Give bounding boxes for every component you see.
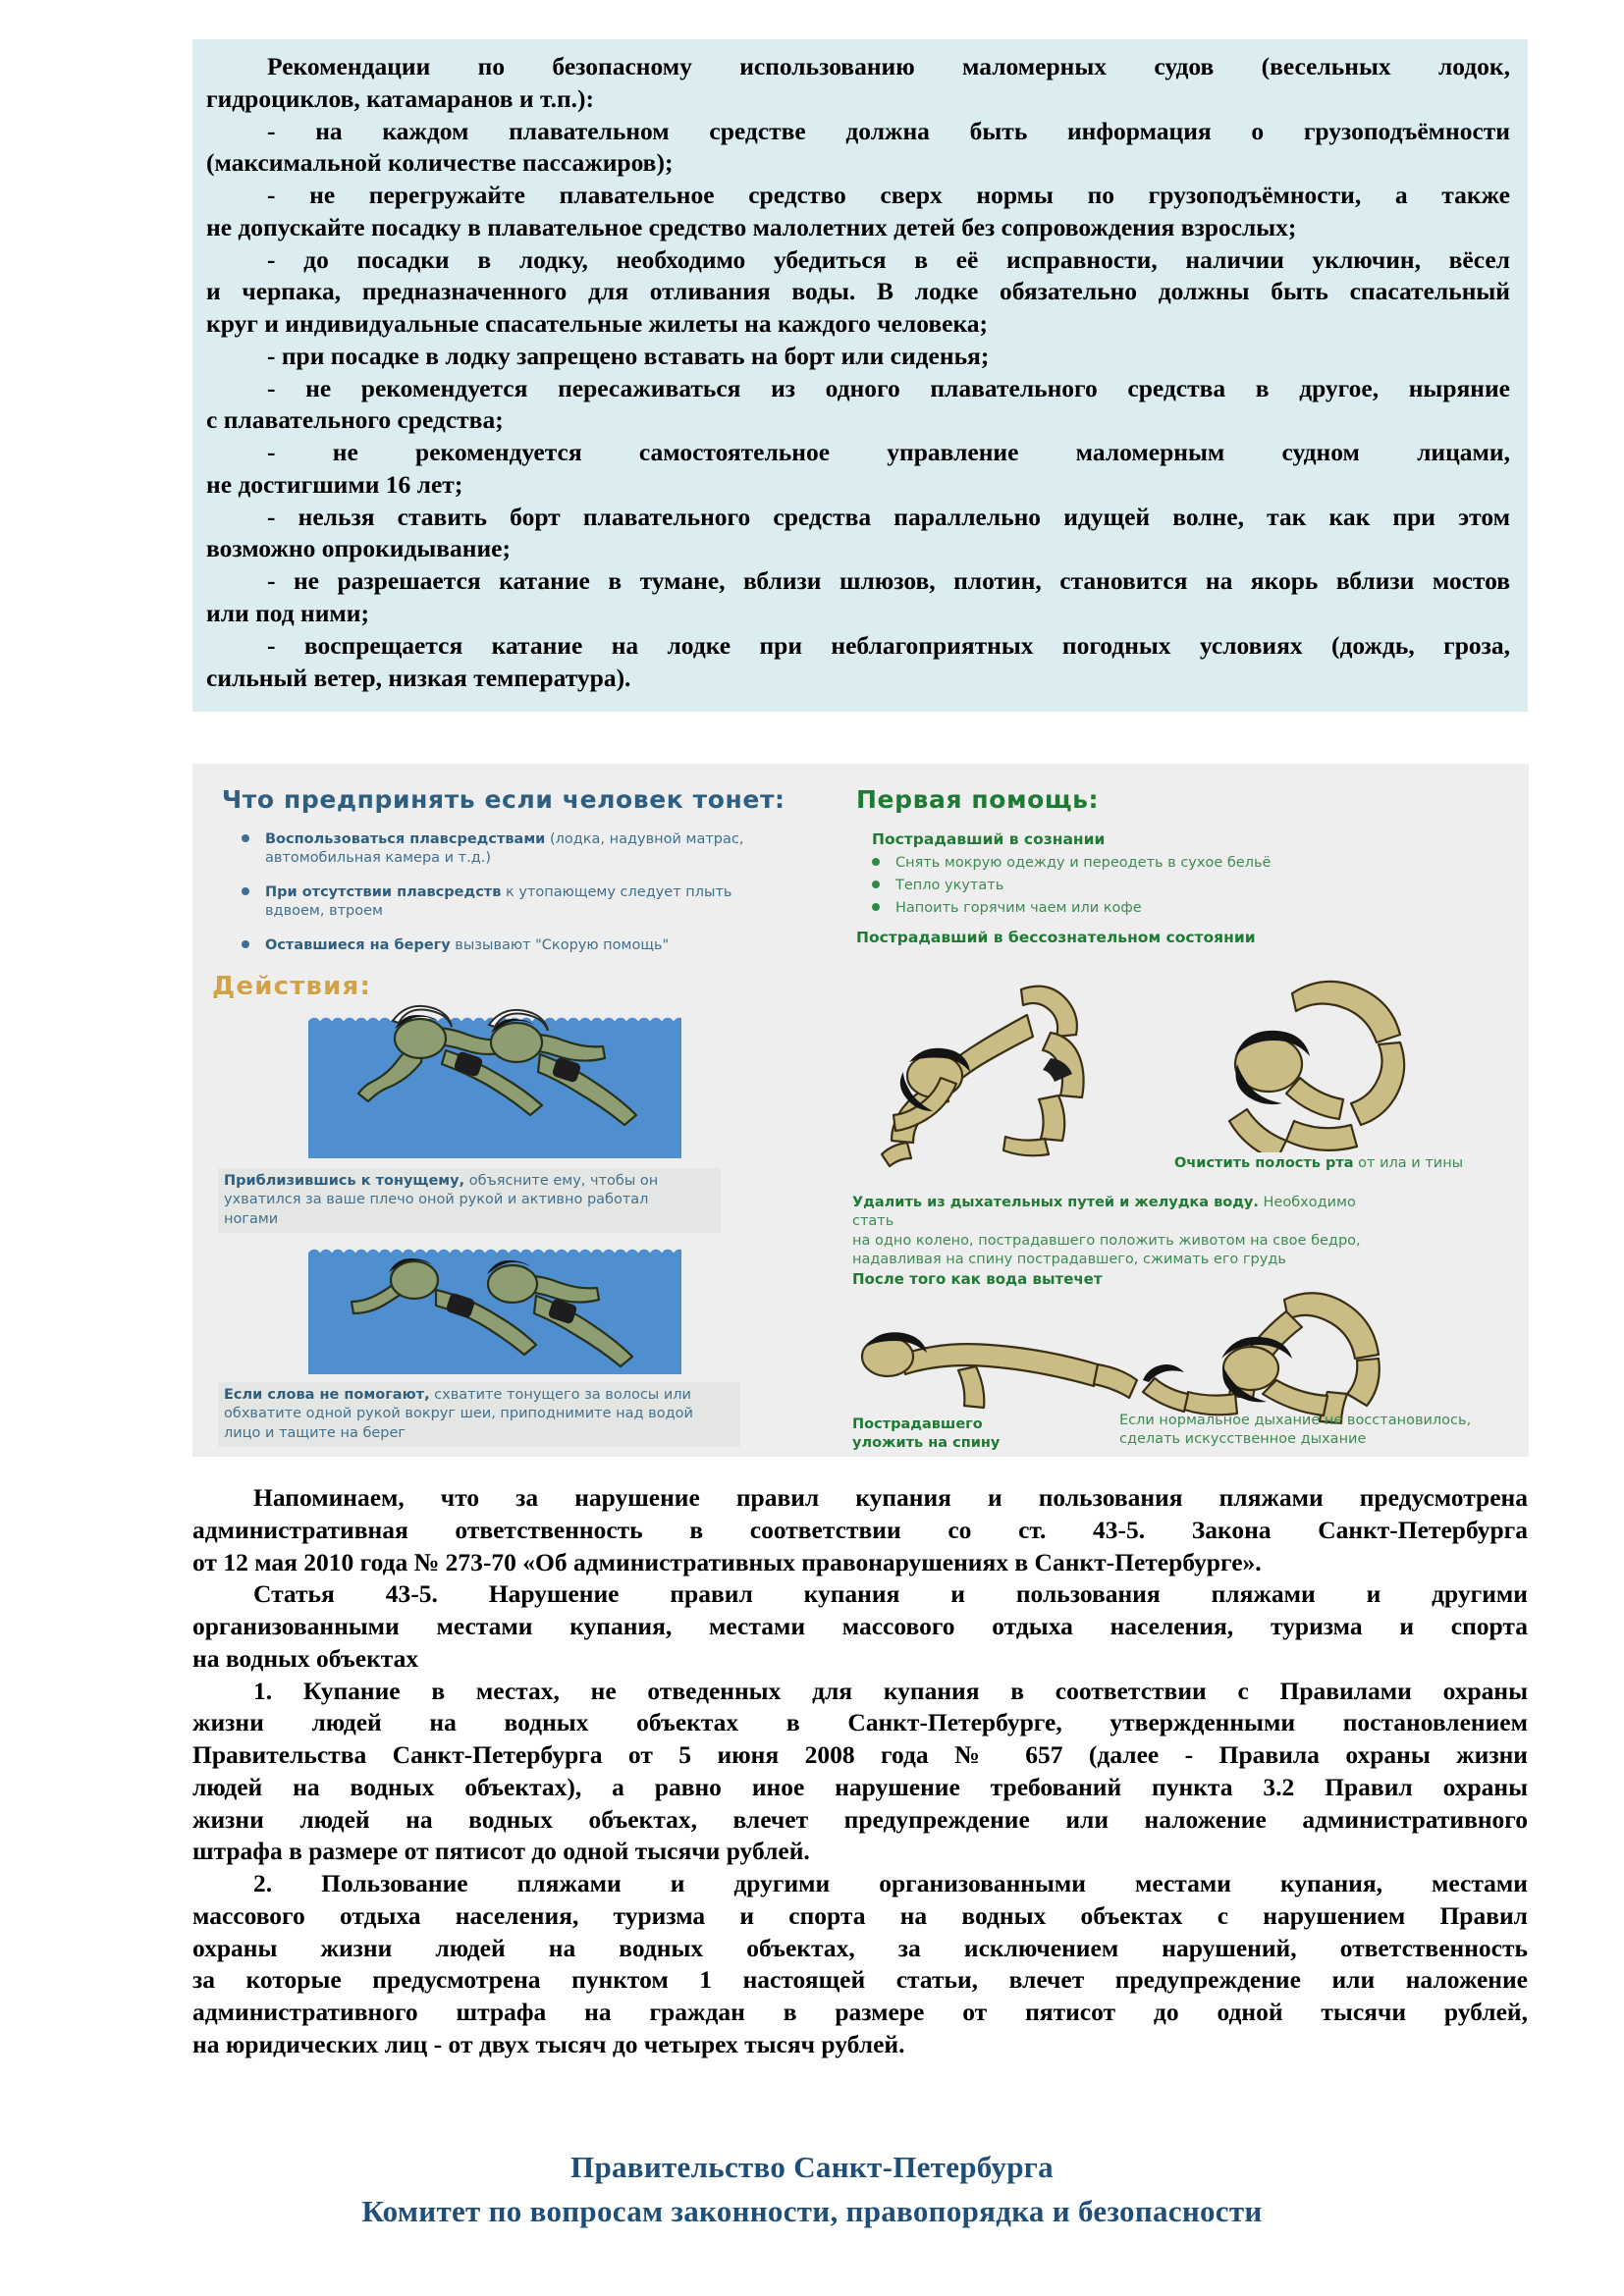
recommendations-panel [192, 39, 1528, 712]
bullet-dot-icon [242, 887, 249, 895]
rec-item-3-line-1: - до посадки в лодку, необходимо убедиться в её исправности, наличии уключин, вёсел [267, 244, 1510, 274]
rec-item-8-line-2: или под ними; [206, 599, 369, 628]
lying-on-back-illustration [839, 1296, 1163, 1423]
artificial-respiration-illustration [1141, 1274, 1475, 1431]
left-bullet-3 [242, 936, 791, 955]
legal-p4-l2: массового отдыха населения, туризма и спорта на водных объектах с нарушением Правил [192, 1900, 1528, 1930]
left-bullet-1-text: Воспользоваться плавсредствами (лодка, надувной матрас, автомобильная камера и т.д.) [265, 831, 744, 867]
bullet-dot-icon [242, 940, 249, 948]
conscious-bullet-1-text: Снять мокрую одежду и переодеть в сухое бельё [895, 855, 1272, 871]
legal-p2-l3: на водных объектах [192, 1643, 419, 1673]
legal-p3-l1: 1. Купание в местах, не отведенных для купания в соответствии с Правилами охраны [253, 1676, 1528, 1705]
rec-item-8-line-1: - не разрешается катание в тумане, вблизи шлюзов, плотин, становится на якорь вблизи мостов [267, 566, 1510, 596]
legal-p4-l6: на юридических лиц - от двух тысяч до четырех тысяч рублей. [192, 2030, 905, 2059]
legal-p3-l5: жизни людей на водных объектах, влечет предупреждение или наложение административного [192, 1804, 1528, 1834]
legal-p3-l6: штрафа в размере от пятисот до одной тысячи рублей. [192, 1837, 810, 1866]
caption-lay-on-back: Пострадавшего уложить на спину [852, 1416, 1001, 1452]
conscious-bullet-3-text: Напоить горячим чаем или кофе [895, 900, 1142, 916]
caption-after-water: После того как вода вытечет [852, 1270, 1103, 1288]
footer-government-line: Правительство Санкт-Петербурга [570, 2150, 1054, 2184]
rec-item-9-line-2: сильный ветер, низкая температура). [206, 663, 631, 692]
rec-item-7-line-2: возможно опрокидывание; [206, 534, 511, 563]
caption-clear-mouth: Очистить полость рта от ила и тины [1174, 1155, 1464, 1171]
recommendations-heading-line-1: Рекомендации по безопасному использованию маломерных судов (весельных лодок, [267, 52, 1510, 80]
conscious-subheading: Пострадавший в сознании [872, 830, 1106, 848]
legal-text-block [192, 1482, 1528, 2061]
legal-p2-l2: организованными местами купания, местами массового отдыха населения, туризма и спорта [192, 1612, 1528, 1641]
rescue-swim-illustration-1 [330, 978, 723, 1164]
rec-item-3-line-2: и черпака, предназначенного для отливания воды. В лодке обязательно должны быть спасательный [206, 277, 1510, 306]
drowning-first-aid-infographic [192, 764, 1529, 1457]
actions-heading: Действия: [212, 972, 372, 1001]
conscious-bullet-3 [872, 899, 1363, 918]
rec-item-9-line-1: - воспрещается катание на лодке при неблагоприятных погодных условиях (дождь, гроза, [267, 630, 1510, 660]
water-removal-illustration [848, 956, 1172, 1172]
rescue-swim-illustration-2 [330, 1225, 723, 1392]
bullet-dot-icon [242, 834, 249, 842]
legal-p3-l2: жизни людей на водных объектах в Санкт-Петербурге, утвержденными постановлением [192, 1708, 1528, 1737]
legal-p4-l1: 2. Пользование пляжами и другими организованными местами купания, местами [253, 1869, 1528, 1898]
right-panel-heading: Первая помощь: [856, 785, 1100, 814]
conscious-bullet-1 [872, 854, 1363, 873]
legal-p1-l1: Напоминаем, что за нарушение правил купания и пользования пляжами предусмотрена [253, 1483, 1528, 1512]
footer-block [0, 2150, 1624, 2229]
rec-item-1-line-2: (максимальной количестве пассажиров); [206, 148, 674, 178]
footer-committee-line: Комитет по вопросам законности, правопорядка и безопасности [361, 2194, 1263, 2228]
left-bullet-3-text: Оставшиеся на берегу вызывают "Скорую помощь" [265, 937, 670, 953]
legal-p4-l3: охраны жизни людей на водных объектах, за исключением нарушений, ответственность [192, 1933, 1528, 1962]
caption-grab: Если слова не помогают, схватите тонущего за волосы или обхватите одной рукой вокруг шеи, приподнимите над водой лицо и тащите на берег [218, 1382, 740, 1447]
conscious-bullet-2 [872, 877, 1363, 895]
rec-item-1-line-1: - на каждом плавательном средстве должна быть информация о грузоподъёмности [267, 116, 1510, 145]
rec-item-2-line-1: - не перегружайте плавательное средство сверх нормы по грузоподъёмности, а также [267, 181, 1510, 210]
left-panel-heading: Что предпринять если человек тонет: [222, 785, 785, 814]
left-bullet-2-text: При отсутствии плавсредств к утопающему следует плыть вдвоем, втроем [265, 884, 732, 920]
legal-p4-l4: за которые предусмотрена пунктом 1 настоящей статьи, влечет предупреждение или наложение [192, 1965, 1528, 1995]
left-bullet-1 [242, 830, 791, 869]
legal-p3-l4: людей на водных объектах), а равно иное нарушение требований пункта 3.2 Правил охраны [192, 1772, 1528, 1801]
legal-p1-l2: административная ответственность в соответствии со ст. 43-5. Закона Санкт-Петербурга [192, 1515, 1528, 1544]
rec-item-3-line-3: круг и индивидуальные спасательные жилеты на каждого человека; [206, 309, 988, 339]
rec-item-7-line-1: - нельзя ставить борт плавательного средства параллельно идущей волне, так как при этом [267, 502, 1510, 531]
bullet-dot-icon [872, 881, 880, 888]
rec-item-6-line-2: не достигшими 16 лет; [206, 469, 463, 499]
legal-p1-l3: от 12 мая 2010 года № 273-70 «Об административных правонарушениях в Санкт-Петербурге». [192, 1547, 1262, 1576]
legal-p4-l5: административного штрафа на граждан в размере от пятисот до одной тысячи рублей, [192, 1998, 1528, 2027]
bullet-dot-icon [872, 903, 880, 911]
rec-item-6-line-1: - не рекомендуется самостоятельное управление маломерным судном лицами, [267, 438, 1510, 467]
infographic-left-column [192, 764, 829, 1457]
infographic-right-column [829, 764, 1529, 1457]
recommendations-heading-line-2: гидроциклов, катамаранов и т.п.): [206, 83, 595, 113]
rec-item-4-line-1: - при посадке в лодку запрещено вставать на борт или сиденья; [267, 341, 990, 370]
rec-item-5-line-2: с плавательного средства; [206, 405, 504, 435]
caption-artificial-respiration: Если нормальное дыхание не восстановилось, сделать искусственное дыхание [1119, 1413, 1472, 1448]
legal-p3-l3: Правительства Санкт-Петербурга от 5 июня 2008 года № 657 (далее - Правила охраны жизни [192, 1740, 1528, 1770]
rec-item-2-line-2: не допускайте посадку в плавательное средство малолетних детей без сопровождения взрослых; [206, 212, 1297, 241]
mouth-clearing-illustration [1174, 946, 1469, 1152]
unconscious-subheading: Пострадавший в бессознательном состоянии [856, 929, 1256, 946]
caption-remove-water: Удалить из дыхательных путей и желудка воду. Необходимо стать на одно колено, пострадавшего положить животом на свое бедро, надавливая на спину пострадавшего, сжимать его грудь [852, 1195, 1361, 1267]
conscious-bullet-2-text: Тепло укутать [895, 878, 1004, 893]
rec-item-5-line-1: - не рекомендуется пересаживаться из одного плавательного средства в другое, ныряние [267, 373, 1510, 402]
bullet-dot-icon [872, 858, 880, 866]
left-bullet-2 [242, 883, 791, 922]
caption-approach: Приблизившись к тонущему, объясните ему, чтобы он ухватился за ваше плечо оной рукой и активно работал ногами [218, 1168, 721, 1233]
legal-p2-l1: Статья 43-5. Нарушение правил купания и пользования пляжами и другими [253, 1579, 1528, 1609]
